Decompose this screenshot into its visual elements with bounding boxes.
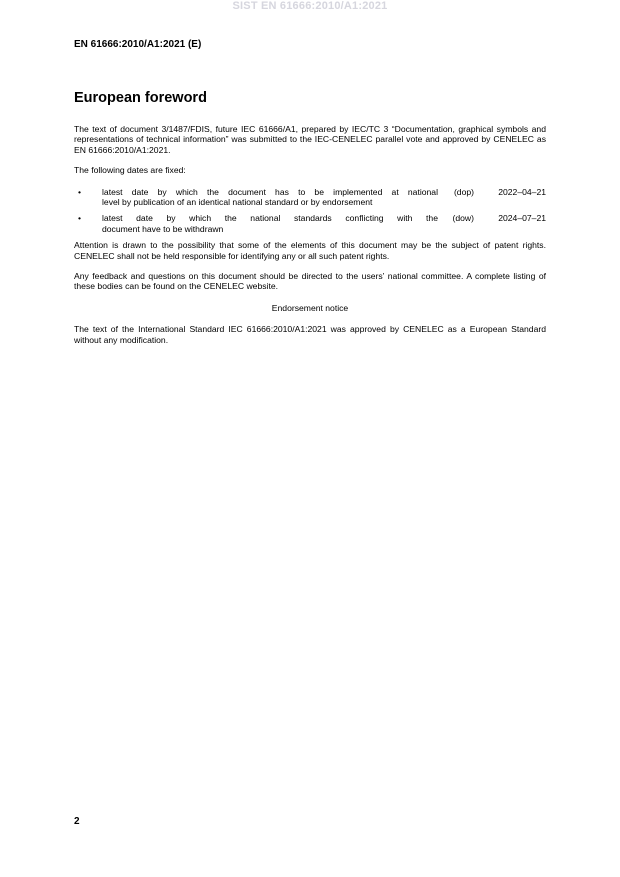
date-description-line: latest date by which the national standards conflicting with the [102,213,438,224]
dates-list [74,187,546,235]
attention-paragraph: Attention is drawn to the possibility that some of the elements of this document may be the subject of patent rights. CENELEC shall not be held responsible for identifying any or all such patent rights. [74,240,546,261]
date-code: (dop) [453,186,474,197]
foreword-body [74,124,546,345]
bullet-icon: • [78,213,82,224]
page-number: 2 [74,816,80,827]
date-description-line: level by publication of an identical national standard or by endorsement [102,197,373,208]
endorsement-title: Endorsement notice [271,302,349,313]
date-description-line: document have to be withdrawn [102,223,224,234]
dates-intro-paragraph: The following dates are fixed: [74,165,186,176]
list-item [74,213,546,234]
date-code: (dow) [452,213,474,224]
date-value: 2024–07–21 [498,213,546,224]
list-item [74,187,546,208]
watermark: SIST EN 61666:2010/A1:2021 [232,0,388,12]
date-value: 2022–04–21 [498,186,546,197]
document-reference: EN 61666:2010/A1:2021 (E) [74,39,202,50]
page-title: European foreword [74,90,207,106]
endorsement-paragraph: The text of the International Standard IEC 61666:2010/A1:2021 was approved by CENELEC as a European Standard without any modification. [74,324,546,345]
intro-paragraph: The text of document 3/1487/FDIS, future IEC 61666/A1, prepared by IEC/TC 3 “Documentation, graphical symbols and representations of technical information” was submitted to the IEC-CENELEC parallel vote and approved by CENELEC as EN 61666:2010/A1:2021. [74,124,546,155]
feedback-paragraph: Any feedback and questions on this document should be directed to the users’ national committee. A complete listing of these bodies can be found on the CENELEC website. [74,271,546,292]
bullet-icon: • [78,186,82,197]
date-description-line: latest date by which the document has to be implemented at national [102,186,438,197]
